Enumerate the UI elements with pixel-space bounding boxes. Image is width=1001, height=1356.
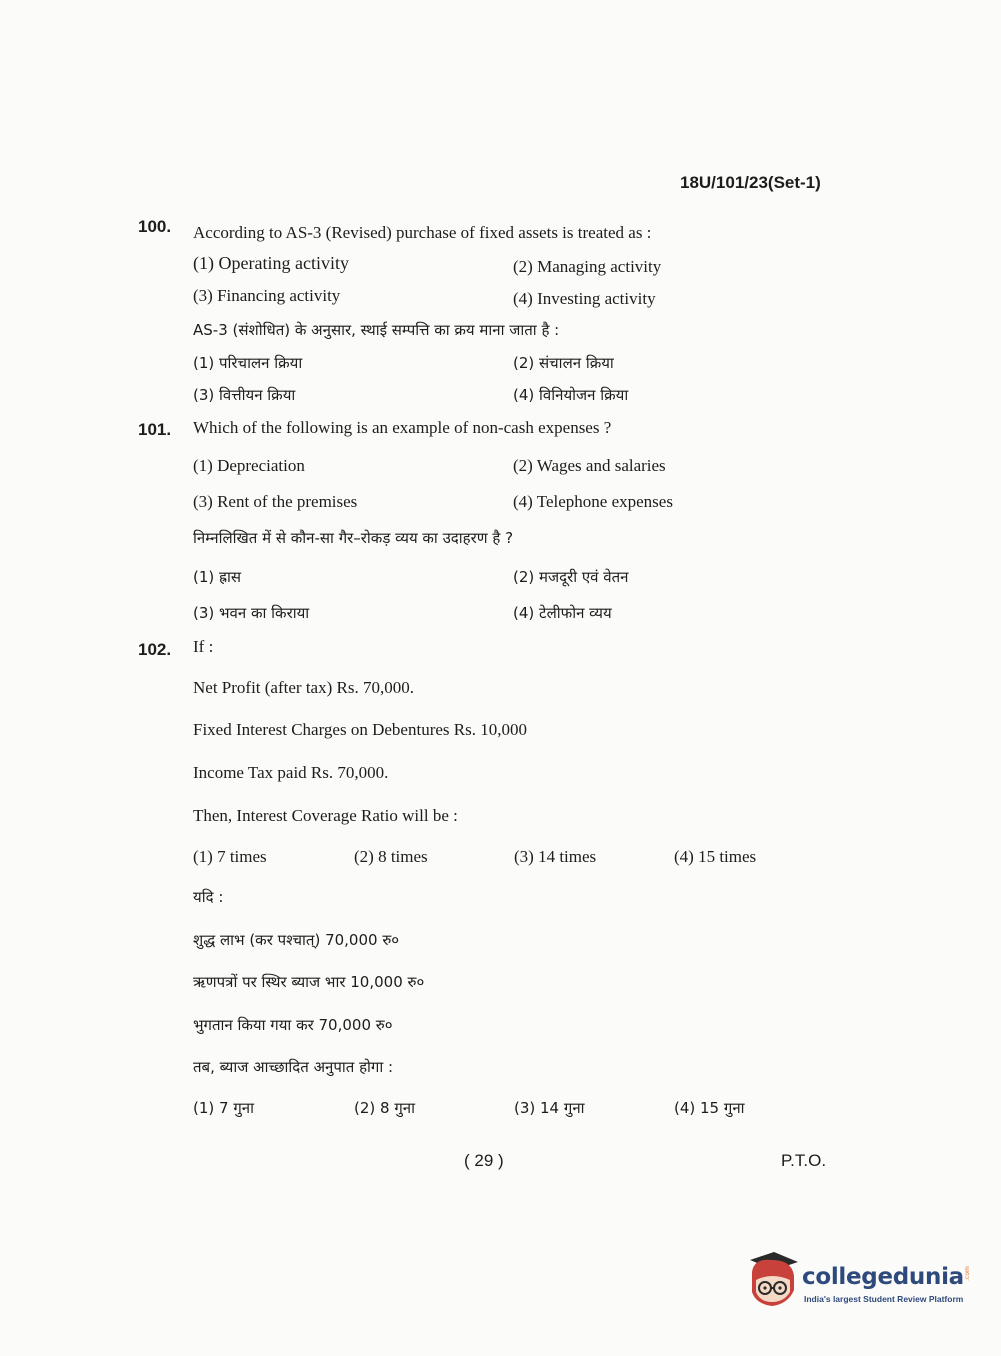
logo-tagline: India's largest Student Review Platform <box>804 1294 964 1304</box>
q101-option-2-en: (2) Wages and salaries <box>513 456 666 475</box>
q102-option-2-en: (2) 8 times <box>354 847 428 866</box>
q101-option-3-hi: (3) भवन का किराया <box>193 604 310 622</box>
q102-option-4-en: (4) 15 times <box>674 847 757 866</box>
logo-wordmark: collegedunia <box>802 1264 964 1290</box>
q101-option-1-en: (1) Depreciation <box>193 456 305 475</box>
q102-option-4-hi: (4) 15 गुना <box>674 1099 745 1117</box>
q100-option-1-en: (1) Operating activity <box>193 253 349 273</box>
q102-line-4-hi: तब, ब्याज आच्छादित अनुपात होगा : <box>193 1058 394 1076</box>
q102-line-1-hi: शुद्ध लाभ (कर पश्चात्) 70,000 रु० <box>193 931 400 949</box>
q102-option-3-en: (3) 14 times <box>514 847 597 866</box>
q102-line-4-en: Then, Interest Coverage Ratio will be : <box>193 806 458 825</box>
q100-option-3-en: (3) Financing activity <box>193 286 341 305</box>
q101-option-4-en: (4) Telephone expenses <box>513 492 673 511</box>
question-number-102: 102. <box>138 640 172 659</box>
question-102-intro-en: If : <box>193 637 214 656</box>
paper-code: 18U/101/23(Set-1) <box>680 173 821 192</box>
q100-option-4-en: (4) Investing activity <box>513 289 656 308</box>
q101-option-3-en: (3) Rent of the premises <box>193 492 358 511</box>
q102-option-1-en: (1) 7 times <box>193 847 267 866</box>
q102-line-2-en: Fixed Interest Charges on Debentures Rs. 10,000 <box>193 720 527 739</box>
pto-label: P.T.O. <box>781 1151 827 1170</box>
question-number-101: 101. <box>138 420 172 439</box>
q100-option-1-hi: (1) परिचालन क्रिया <box>193 354 303 372</box>
q100-option-2-hi: (2) संचालन क्रिया <box>513 354 614 372</box>
q102-line-2-hi: ऋणपत्रों पर स्थिर ब्याज भार 10,000 रु० <box>193 973 425 991</box>
q100-option-3-hi: (3) वित्तीयन क्रिया <box>193 386 296 404</box>
logo-dotcom: .com <box>963 1266 971 1281</box>
q102-line-3-en: Income Tax paid Rs. 70,000. <box>193 763 389 782</box>
page-number: ( 29 ) <box>464 1151 504 1170</box>
q101-option-4-hi: (4) टेलीफोन व्यय <box>513 604 612 622</box>
q102-option-1-hi: (1) 7 गुना <box>193 1099 254 1117</box>
question-100-text-en: According to AS-3 (Revised) purchase of fixed assets is treated as : <box>193 223 652 242</box>
q102-option-3-hi: (3) 14 गुना <box>514 1099 585 1117</box>
question-102-intro-hi: यदि : <box>193 888 224 906</box>
question-101-text-en: Which of the following is an example of non-cash expenses ? <box>193 418 612 437</box>
q102-option-2-hi: (2) 8 गुना <box>354 1099 415 1117</box>
q101-option-1-hi: (1) ह्रास <box>193 568 242 586</box>
mascot-icon <box>744 1250 802 1310</box>
q102-line-1-en: Net Profit (after tax) Rs. 70,000. <box>193 678 414 697</box>
question-100-text-hi: AS-3 (संशोधित) के अनुसार, स्थाई सम्पत्ति का क्रय माना जाता है : <box>193 321 560 339</box>
question-101-text-hi: निम्नलिखित में से कौन-सा गैर–रोकड़ व्यय का उदाहरण है ? <box>193 529 514 547</box>
q100-option-4-hi: (4) विनियोजन क्रिया <box>513 386 629 404</box>
q102-line-3-hi: भुगतान किया गया कर 70,000 रु० <box>193 1016 393 1034</box>
collegedunia-logo <box>744 1250 974 1310</box>
q101-option-2-hi: (2) मजदूरी एवं वेतन <box>513 568 629 586</box>
q100-option-2-en: (2) Managing activity <box>513 257 662 276</box>
question-number-100: 100. <box>138 217 172 236</box>
